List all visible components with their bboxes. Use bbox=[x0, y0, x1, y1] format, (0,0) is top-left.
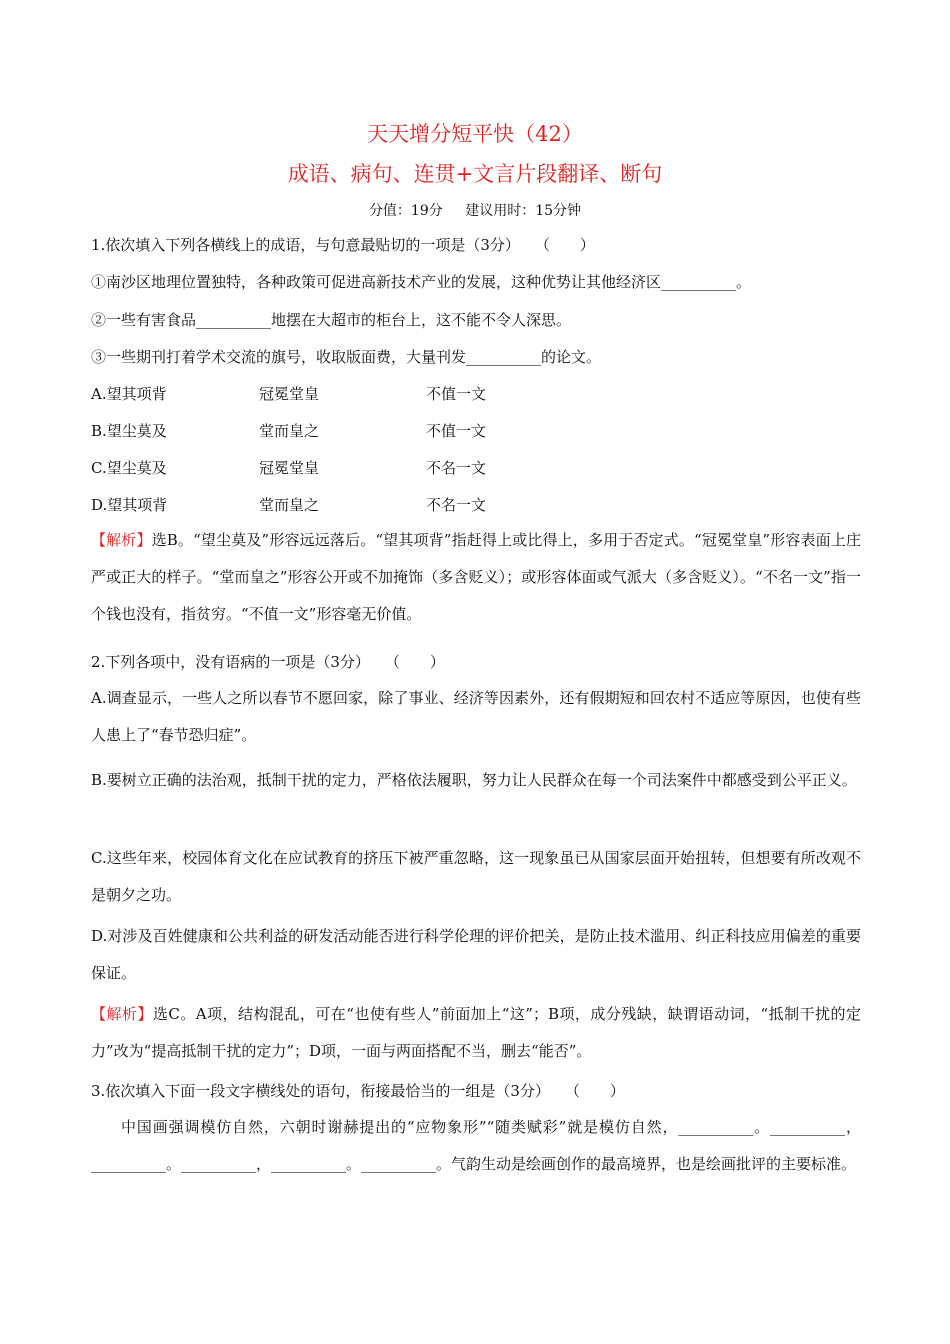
question-1-stem: 1.依次填入下列各横线上的成语，与句意最贴切的一项是（3分） （ ） bbox=[91, 236, 595, 254]
option-a-word-2: 冠冕堂皇 bbox=[259, 385, 320, 403]
option-c-word-3: 不名一文 bbox=[426, 459, 487, 477]
question-1-sentence-1: ①南沙区地理位置独特，各种政策可促进高新技术产业的发展，这种优势让其他经济区__________。 bbox=[91, 273, 752, 291]
question-3-stem: 3.依次填入下面一段文字横线处的语句，衔接最恰当的一组是（3分） （ ） bbox=[91, 1082, 625, 1100]
question-3-passage: 中国画强调模仿自然，六朝时谢赫提出的“应物象形”“随类赋彩”就是模仿自然，__________。__________，__________。__________，__________。__________。气韵生动是绘画创作的最高境界，也是绘画批评的主要标准。 bbox=[91, 1118, 861, 1173]
question-2-option-c: C.这些年来，校园体育文化在应试教育的挤压下被严重忽略，这一现象虽已从国家层面开始扭转，但想要有所改观不是朝夕之功。 bbox=[91, 849, 861, 904]
question-2-option-a: A.调查显示，一些人之所以春节不愿回家，除了事业、经济等因素外，还有假期短和回农村不适应等原因，也使有些人患上了“春节恐归症”。 bbox=[91, 689, 861, 744]
question-1-sentence-3: ③一些期刊打着学术交流的旗号，收取版面费，大量刊发__________的论文。 bbox=[91, 348, 602, 366]
option-d-word-3: 不名一文 bbox=[426, 496, 487, 514]
analysis-text: 选B。“望尘莫及”形容远远落后。“望其项背”指赶得上或比得上，多用于否定式。“冠冕堂皇”形容表面上庄严或正大的样子。“堂而皇之”形容公开或不加掩饰（多含贬义）；或形容体面或气派大（多含贬义）。“不名一文”指一个钱也没有，指贫穷。“不值一文”形容毫无价值。 bbox=[91, 531, 861, 623]
analysis-tag: 【解析】 bbox=[91, 531, 152, 549]
option-d-word-2: 堂而皇之 bbox=[259, 496, 320, 514]
option-c-word-1: C.望尘莫及 bbox=[91, 459, 167, 477]
question-2-option-d: D.对涉及百姓健康和公共利益的研发活动能否进行科学伦理的评价把关，是防止技术滥用、纠正科技应用偏差的重要保证。 bbox=[91, 927, 861, 982]
option-a-word-1: A.望其项背 bbox=[91, 385, 167, 403]
page-subtitle: 成语、病句、连贯+文言片段翻译、断句 bbox=[287, 162, 663, 186]
analysis-text: 选C。A项，结构混乱，可在“也使有些人”前面加上“这”；B项，成分残缺，缺谓语动词，“抵制干扰的定力”改为“提高抵制干扰的定力”；D项，一面与两面搭配不当，删去“能否”。 bbox=[91, 1005, 861, 1060]
question-2-option-b: B.要树立正确的法治观，抵制干扰的定力，严格依法履职，努力让人民群众在每一个司法案件中都感受到公平正义。 bbox=[91, 771, 857, 789]
time-label: 建议用时：15分钟 bbox=[465, 203, 582, 219]
option-b-word-3: 不值一文 bbox=[426, 422, 487, 440]
option-b-word-2: 堂而皇之 bbox=[259, 422, 320, 440]
option-d-word-1: D.望其项背 bbox=[91, 496, 168, 514]
question-1-analysis bbox=[91, 522, 861, 633]
score-time-info bbox=[0, 200, 950, 220]
page-title: 天天增分短平快（42） bbox=[367, 122, 583, 146]
analysis-tag: 【解析】 bbox=[91, 1005, 153, 1023]
option-c-word-2: 冠冕堂皇 bbox=[259, 459, 320, 477]
score-label: 分值：19分 bbox=[368, 203, 443, 219]
question-1-sentence-2: ②一些有害食品__________地摆在大超市的柜台上，这不能不令人深思。 bbox=[91, 311, 572, 329]
question-2-stem: 2.下列各项中，没有语病的一项是（3分） （ ） bbox=[91, 653, 445, 671]
question-2-analysis bbox=[91, 996, 861, 1070]
option-a-word-3: 不值一文 bbox=[426, 385, 487, 403]
option-b-word-1: B.望尘莫及 bbox=[91, 422, 167, 440]
